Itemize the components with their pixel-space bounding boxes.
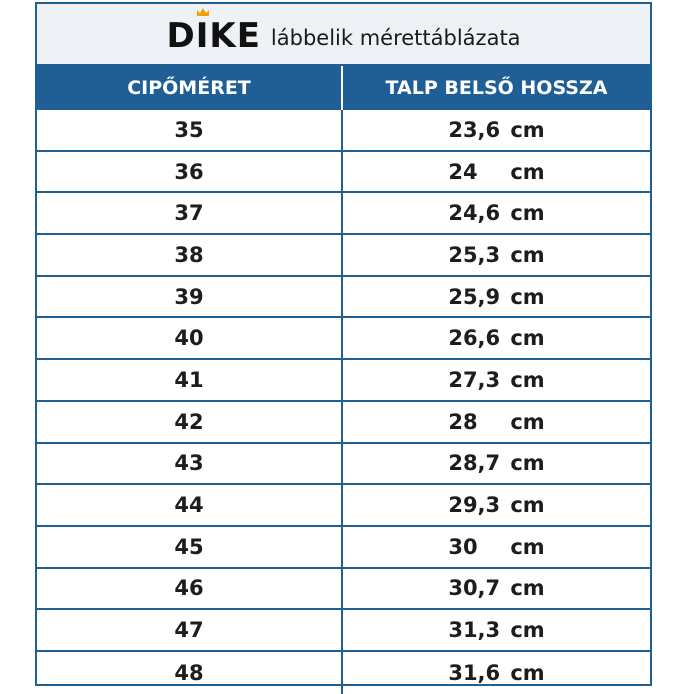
insole-length-cell — [343, 152, 650, 192]
chart-subtitle: lábbelik mérettáblázata — [270, 26, 521, 50]
shoe-size-cell — [37, 402, 343, 442]
insole-length-cell — [343, 569, 650, 609]
insole-length-value: 30,7 — [448, 576, 501, 601]
logo-letter-d: D — [166, 16, 196, 56]
shoe-size: 48 — [174, 660, 204, 685]
table-row — [37, 110, 650, 152]
shoe-size: 44 — [174, 493, 204, 518]
shoe-size-cell — [37, 610, 343, 650]
insole-length-value: 24 — [448, 159, 478, 184]
insole-length-unit: cm — [510, 534, 545, 559]
insole-length-cell — [343, 652, 650, 694]
shoe-size-cell — [37, 235, 343, 275]
shoe-size: 43 — [174, 451, 204, 476]
table-row — [37, 652, 650, 694]
dike-logo — [166, 16, 261, 56]
logo-letter-i: I — [196, 19, 210, 53]
insole-length-unit: cm — [510, 409, 545, 434]
table-row — [37, 402, 650, 444]
insole-length-unit: cm — [510, 576, 545, 601]
table-row — [37, 527, 650, 569]
crown-icon — [196, 7, 210, 17]
table-row — [37, 235, 650, 277]
shoe-size: 47 — [174, 618, 204, 643]
insole-length-value: 30 — [448, 534, 478, 559]
insole-length-cell — [343, 444, 650, 484]
table-header — [37, 66, 650, 110]
insole-length-unit: cm — [510, 493, 545, 518]
shoe-size-cell — [37, 110, 343, 150]
insole-length-unit: cm — [510, 451, 545, 476]
insole-length-value: 31,6 — [448, 660, 501, 685]
header-shoe-size: CIPŐMÉRET — [37, 66, 343, 110]
insole-length-unit: cm — [510, 201, 545, 226]
table-row — [37, 277, 650, 319]
insole-length-cell — [343, 402, 650, 442]
insole-length-value: 23,6 — [448, 117, 501, 142]
insole-length-unit: cm — [510, 326, 545, 351]
insole-length-unit: cm — [510, 367, 545, 392]
shoe-size-cell — [37, 193, 343, 233]
table-body — [37, 110, 650, 694]
size-chart — [35, 2, 652, 686]
shoe-size-cell — [37, 444, 343, 484]
shoe-size: 38 — [174, 242, 204, 267]
shoe-size-cell — [37, 527, 343, 567]
insole-length-value: 27,3 — [448, 367, 501, 392]
insole-length-unit: cm — [510, 242, 545, 267]
shoe-size: 35 — [174, 117, 204, 142]
header-insole-length: TALP BELSŐ HOSSZA — [385, 77, 608, 99]
insole-length-unit: cm — [510, 284, 545, 309]
table-row — [37, 610, 650, 652]
insole-length-cell — [343, 193, 650, 233]
logo-letters-ke: KE — [209, 16, 261, 56]
insole-length-cell — [343, 318, 650, 358]
shoe-size-cell — [37, 652, 343, 694]
shoe-size: 37 — [174, 201, 204, 226]
insole-length-cell — [343, 235, 650, 275]
table-row — [37, 444, 650, 486]
insole-length-value: 31,3 — [448, 618, 501, 643]
insole-length-cell — [343, 485, 650, 525]
insole-length-unit: cm — [510, 618, 545, 643]
insole-length-cell — [343, 277, 650, 317]
insole-length-value: 28,7 — [448, 451, 501, 476]
insole-length-value: 29,3 — [448, 493, 501, 518]
shoe-size-cell — [37, 360, 343, 400]
shoe-size: 45 — [174, 534, 204, 559]
insole-length-unit: cm — [510, 660, 545, 685]
shoe-size-cell — [37, 485, 343, 525]
table-row — [37, 569, 650, 611]
insole-length-unit: cm — [510, 117, 545, 142]
insole-length-cell — [343, 360, 650, 400]
shoe-size-cell — [37, 152, 343, 192]
insole-length-value: 28 — [448, 409, 478, 434]
insole-length-cell — [343, 110, 650, 150]
shoe-size-cell — [37, 277, 343, 317]
shoe-size: 41 — [174, 367, 204, 392]
table-row — [37, 360, 650, 402]
insole-length-value: 25,3 — [448, 242, 501, 267]
shoe-size-cell — [37, 569, 343, 609]
insole-length-cell — [343, 527, 650, 567]
shoe-size: 46 — [174, 576, 204, 601]
insole-length-value: 26,6 — [448, 326, 501, 351]
shoe-size: 39 — [174, 284, 204, 309]
table-row — [37, 193, 650, 235]
table-row — [37, 485, 650, 527]
shoe-size: 36 — [174, 159, 204, 184]
shoe-size: 42 — [174, 409, 204, 434]
insole-length-cell — [343, 610, 650, 650]
title-bar — [37, 4, 650, 66]
insole-length-value: 25,9 — [448, 284, 501, 309]
table-row — [37, 318, 650, 360]
table-row — [37, 152, 650, 194]
insole-length-value: 24,6 — [448, 201, 501, 226]
shoe-size: 40 — [174, 326, 204, 351]
shoe-size-cell — [37, 318, 343, 358]
insole-length-unit: cm — [510, 159, 545, 184]
